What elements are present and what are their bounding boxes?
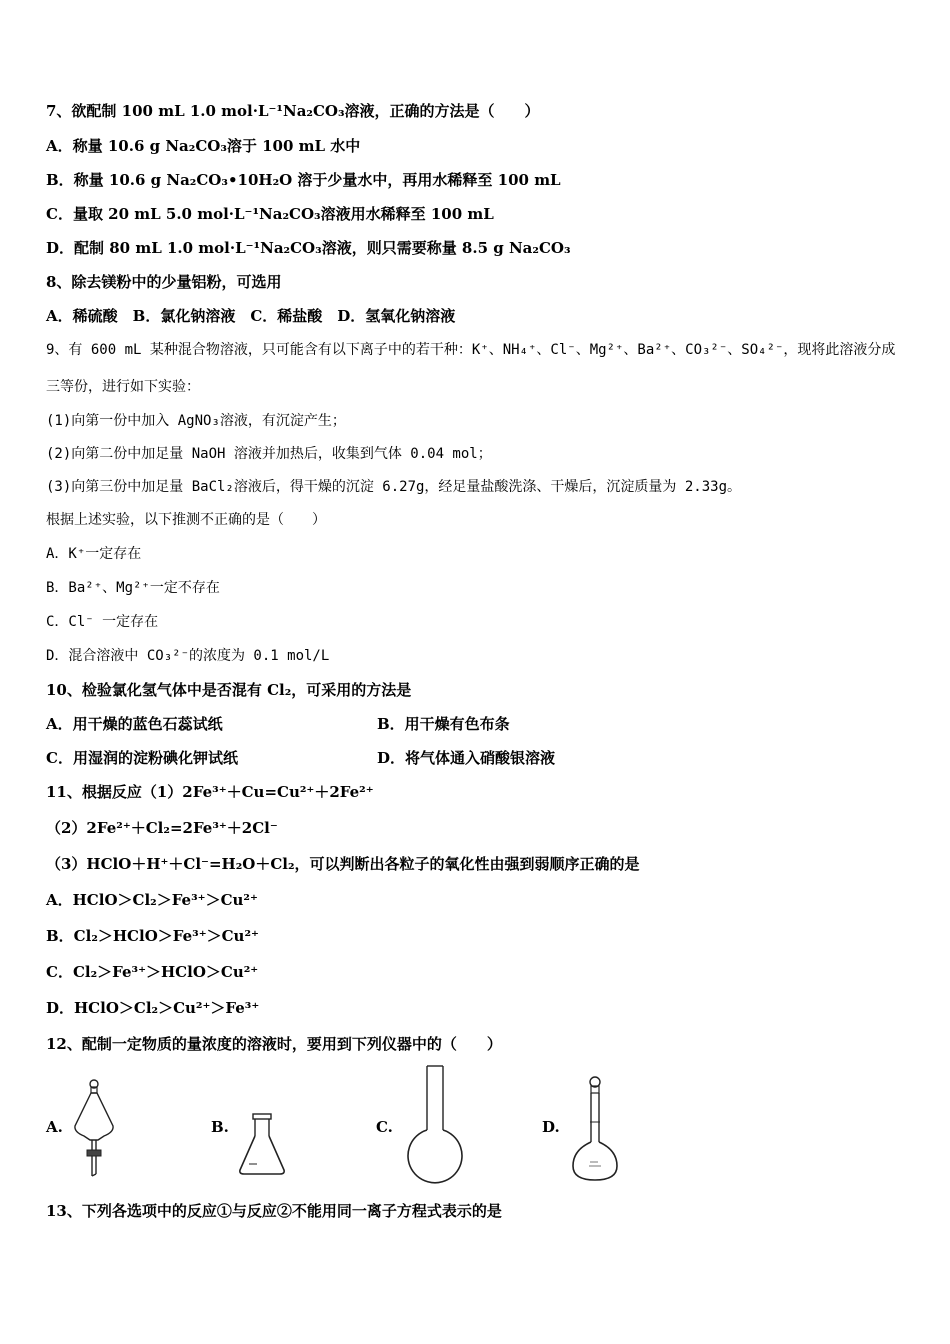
- q7-option-d: D．配制 80 mL 1.0 mol·L⁻¹Na₂CO₃溶液，则只需要称量 8.5 g Na₂CO₃: [46, 239, 571, 257]
- q7-option-b: B．称量 10.6 g Na₂CO₃•10H₂O 溶于少量水中，再用水稀释至 100 mL: [46, 171, 561, 189]
- q12-label-c: C.: [376, 1118, 393, 1136]
- q12-stem: 12、配制一定物质的量浓度的溶液时，要用到下列仪器中的（ ）: [46, 1035, 502, 1053]
- q7-option-a: A．称量 10.6 g Na₂CO₃溶于 100 mL 水中: [46, 137, 361, 155]
- q11-option-d: D．HClO＞Cl₂＞Cu²⁺＞Fe³⁺: [46, 999, 260, 1017]
- q12-label-d: D.: [542, 1118, 560, 1136]
- q9-option-c: C．Cl⁻ 一定存在: [46, 614, 159, 630]
- q11-stem: 11、根据反应（1）2Fe³⁺＋Cu=Cu²⁺＋2Fe²⁺: [46, 783, 374, 801]
- q7-stem: 7、欲配制 100 mL 1.0 mol·L⁻¹Na₂CO₃溶液，正确的方法是（ ）: [46, 102, 540, 120]
- q9-question: 根据上述实验，以下推测不正确的是（ ）: [46, 512, 326, 528]
- q9-option-a: A．K⁺一定存在: [46, 546, 142, 562]
- q11-option-b: B．Cl₂＞HClO＞Fe³⁺＞Cu²⁺: [46, 927, 259, 945]
- q8-options: A．稀硫酸 B．氯化钠溶液 C．稀盐酸 D．氢氧化钠溶液: [46, 307, 456, 325]
- q11-reaction-3: （3）HClO＋H⁺＋Cl⁻=H₂O＋Cl₂，可以判断出各粒子的氧化性由强到弱顺序正确的是: [46, 855, 640, 873]
- q12-label-a: A.: [46, 1118, 63, 1136]
- q10-option-b: B．用干燥有色布条: [377, 715, 510, 733]
- q11-option-c: C．Cl₂＞Fe³⁺＞HClO＞Cu²⁺: [46, 963, 259, 981]
- q10-stem: 10、检验氯化氢气体中是否混有 Cl₂，可采用的方法是: [46, 681, 412, 699]
- q7-option-c: C．量取 20 mL 5.0 mol·L⁻¹Na₂CO₃溶液用水稀释至 100 mL: [46, 205, 494, 223]
- q10-option-c: C．用湿润的淀粉碘化钾试纸: [46, 749, 238, 767]
- q13-stem: 13、下列各选项中的反应①与反应②不能用同一离子方程式表示的是: [46, 1202, 502, 1220]
- q10-option-a: A．用干燥的蓝色石蕊试纸: [46, 715, 223, 733]
- q9-experiment-2: (2)向第二份中加足量 NaOH 溶液并加热后，收集到气体 0.04 mol；: [46, 446, 492, 462]
- q9-stem-2: 三等份，进行如下实验：: [46, 379, 200, 395]
- q10-option-d: D．将气体通入硝酸银溶液: [377, 749, 556, 767]
- q11-reaction-2: （2）2Fe²⁺＋Cl₂=2Fe³⁺＋2Cl⁻: [46, 819, 278, 837]
- q9-experiment-3: (3)向第三份中加足量 BaCl₂溶液后，得干燥的沉淀 6.27g，经足量盐酸洗涤、干燥后，沉淀质量为 2.33g。: [46, 479, 742, 495]
- q9-option-b: B．Ba²⁺、Mg²⁺一定不存在: [46, 580, 220, 596]
- volumetric-flask-icon: [570, 1076, 620, 1184]
- q12-label-b: B.: [211, 1118, 229, 1136]
- q8-stem: 8、除去镁粉中的少量铝粉，可选用: [46, 273, 282, 291]
- conical-flask-icon: [237, 1112, 287, 1178]
- q11-option-a: A．HClO＞Cl₂＞Fe³⁺＞Cu²⁺: [46, 891, 258, 909]
- round-bottom-flask-icon: [405, 1064, 465, 1182]
- separatory-funnel-icon: [70, 1078, 120, 1182]
- q9-stem-1: 9、有 600 mL 某种混合物溶液，只可能含有以下离子中的若干种：K⁺、NH₄⁺、Cl⁻、Mg²⁺、Ba²⁺、CO₃²⁻、SO₄²⁻，现将此溶液分成: [46, 342, 896, 358]
- q9-experiment-1: (1)向第一份中加入 AgNO₃溶液，有沉淀产生；: [46, 413, 346, 429]
- q9-option-d: D．混合溶液中 CO₃²⁻的浓度为 0.1 mol/L: [46, 648, 330, 664]
